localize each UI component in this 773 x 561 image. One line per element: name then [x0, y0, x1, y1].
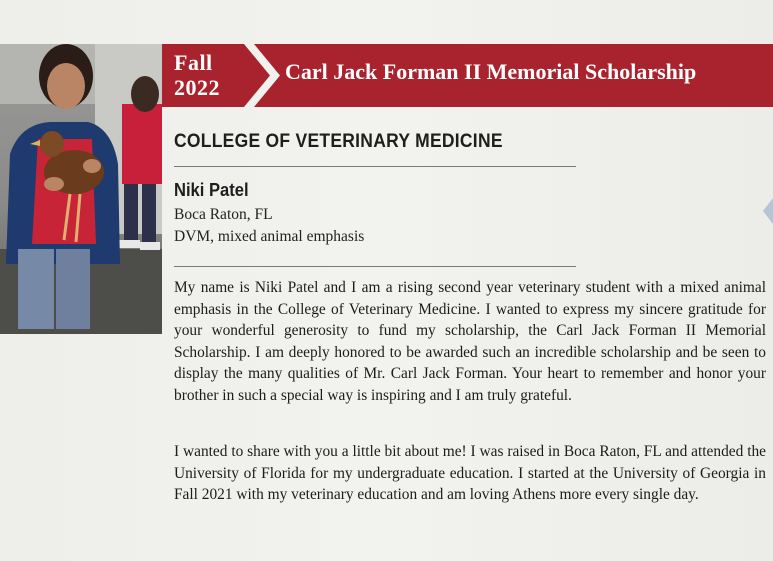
recipient-photo	[0, 44, 162, 334]
divider-top	[174, 166, 576, 167]
term-season: Fall	[174, 50, 213, 75]
letter-paragraph-1: My name is Niki Patel and I am a rising second year veterinary student with a mixed animal emphasis in the College of Veterinary Medicine. I wanted to express my sincere gratitude for your wonderful generosity to fund my scholarship, the Carl Jack Forman II Memorial Scholarship. I am deeply honored to be awarded such an incredible scholarship and be seen to display the many qualities of Mr. Carl Jack Forman. Your heart to remember and honor your brother in such a special way is inspiring and I am truly grateful.	[174, 279, 766, 404]
scholarship-title: Carl Jack Forman II Memorial Scholarship	[285, 59, 697, 84]
recipient-name: Niki Patel	[174, 180, 249, 200]
term-label	[174, 50, 244, 100]
recipient-hometown: Boca Raton, FL	[174, 206, 273, 223]
college-heading: COLLEGE OF VETERINARY MEDICINE	[174, 131, 503, 152]
page-edge-tab	[763, 198, 773, 224]
letter-paragraph-2: I wanted to share with you a little bit about me! I was raised in Boca Raton, FL and attended the University of Florida for my undergraduate education. I started at the University of Georgia in Fall 2021 with my veterinary education and am loving Athens more every single day.	[174, 443, 766, 504]
divider-bottom	[174, 266, 576, 267]
recipient-program: DVM, mixed animal emphasis	[174, 228, 365, 245]
term-year: 2022	[174, 75, 220, 100]
